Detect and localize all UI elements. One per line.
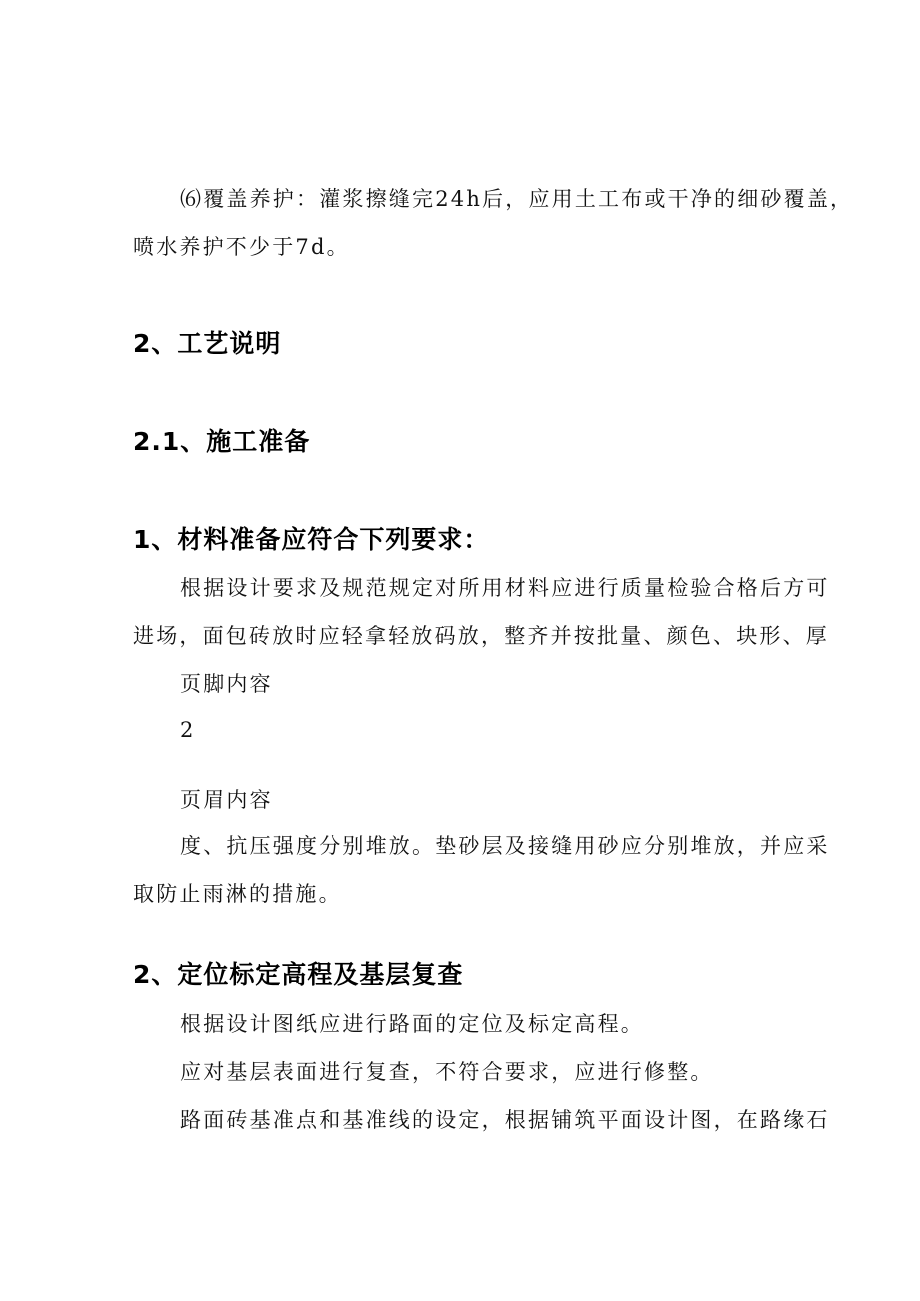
paragraph-covering-curing: ⑹覆盖养护：灌浆擦缝完24h后，应用土工布或干净的细砂覆盖， bbox=[180, 187, 854, 211]
section-heading-process: 2、工艺说明 bbox=[133, 329, 282, 358]
section-heading-preparation: 2.1、施工准备 bbox=[133, 427, 311, 456]
paragraph-storage: 度、抗压强度分别堆放。垫砂层及接缝用砂应分别堆放，并应采 bbox=[180, 834, 830, 858]
header-text: 页眉内容 bbox=[180, 788, 273, 812]
paragraph-positioning: 根据设计图纸应进行路面的定位及标定高程。 bbox=[180, 1012, 644, 1036]
paragraph-materials: 根据设计要求及规范规定对所用材料应进行质量检验合格后方可 bbox=[180, 576, 830, 600]
paragraph-covering-curing-cont: 喷水养护不少于7d。 bbox=[133, 235, 350, 259]
paragraph-reference-points: 路面砖基准点和基准线的设定，根据铺筑平面设计图，在路缘石 bbox=[180, 1108, 830, 1132]
footer-text: 页脚内容 bbox=[180, 672, 273, 696]
paragraph-storage-cont: 取防止雨淋的措施。 bbox=[133, 882, 342, 906]
subheading-materials: 1、材料准备应符合下列要求： bbox=[133, 525, 490, 554]
paragraph-materials-cont: 进场，面包砖放时应轻拿轻放码放，整齐并按批量、颜色、块形、厚 bbox=[133, 624, 829, 648]
subheading-positioning: 2、定位标定高程及基层复查 bbox=[133, 960, 464, 989]
paragraph-base-check: 应对基层表面进行复查，不符合要求，应进行修整。 bbox=[180, 1060, 714, 1084]
page-number: 2 bbox=[180, 718, 196, 742]
